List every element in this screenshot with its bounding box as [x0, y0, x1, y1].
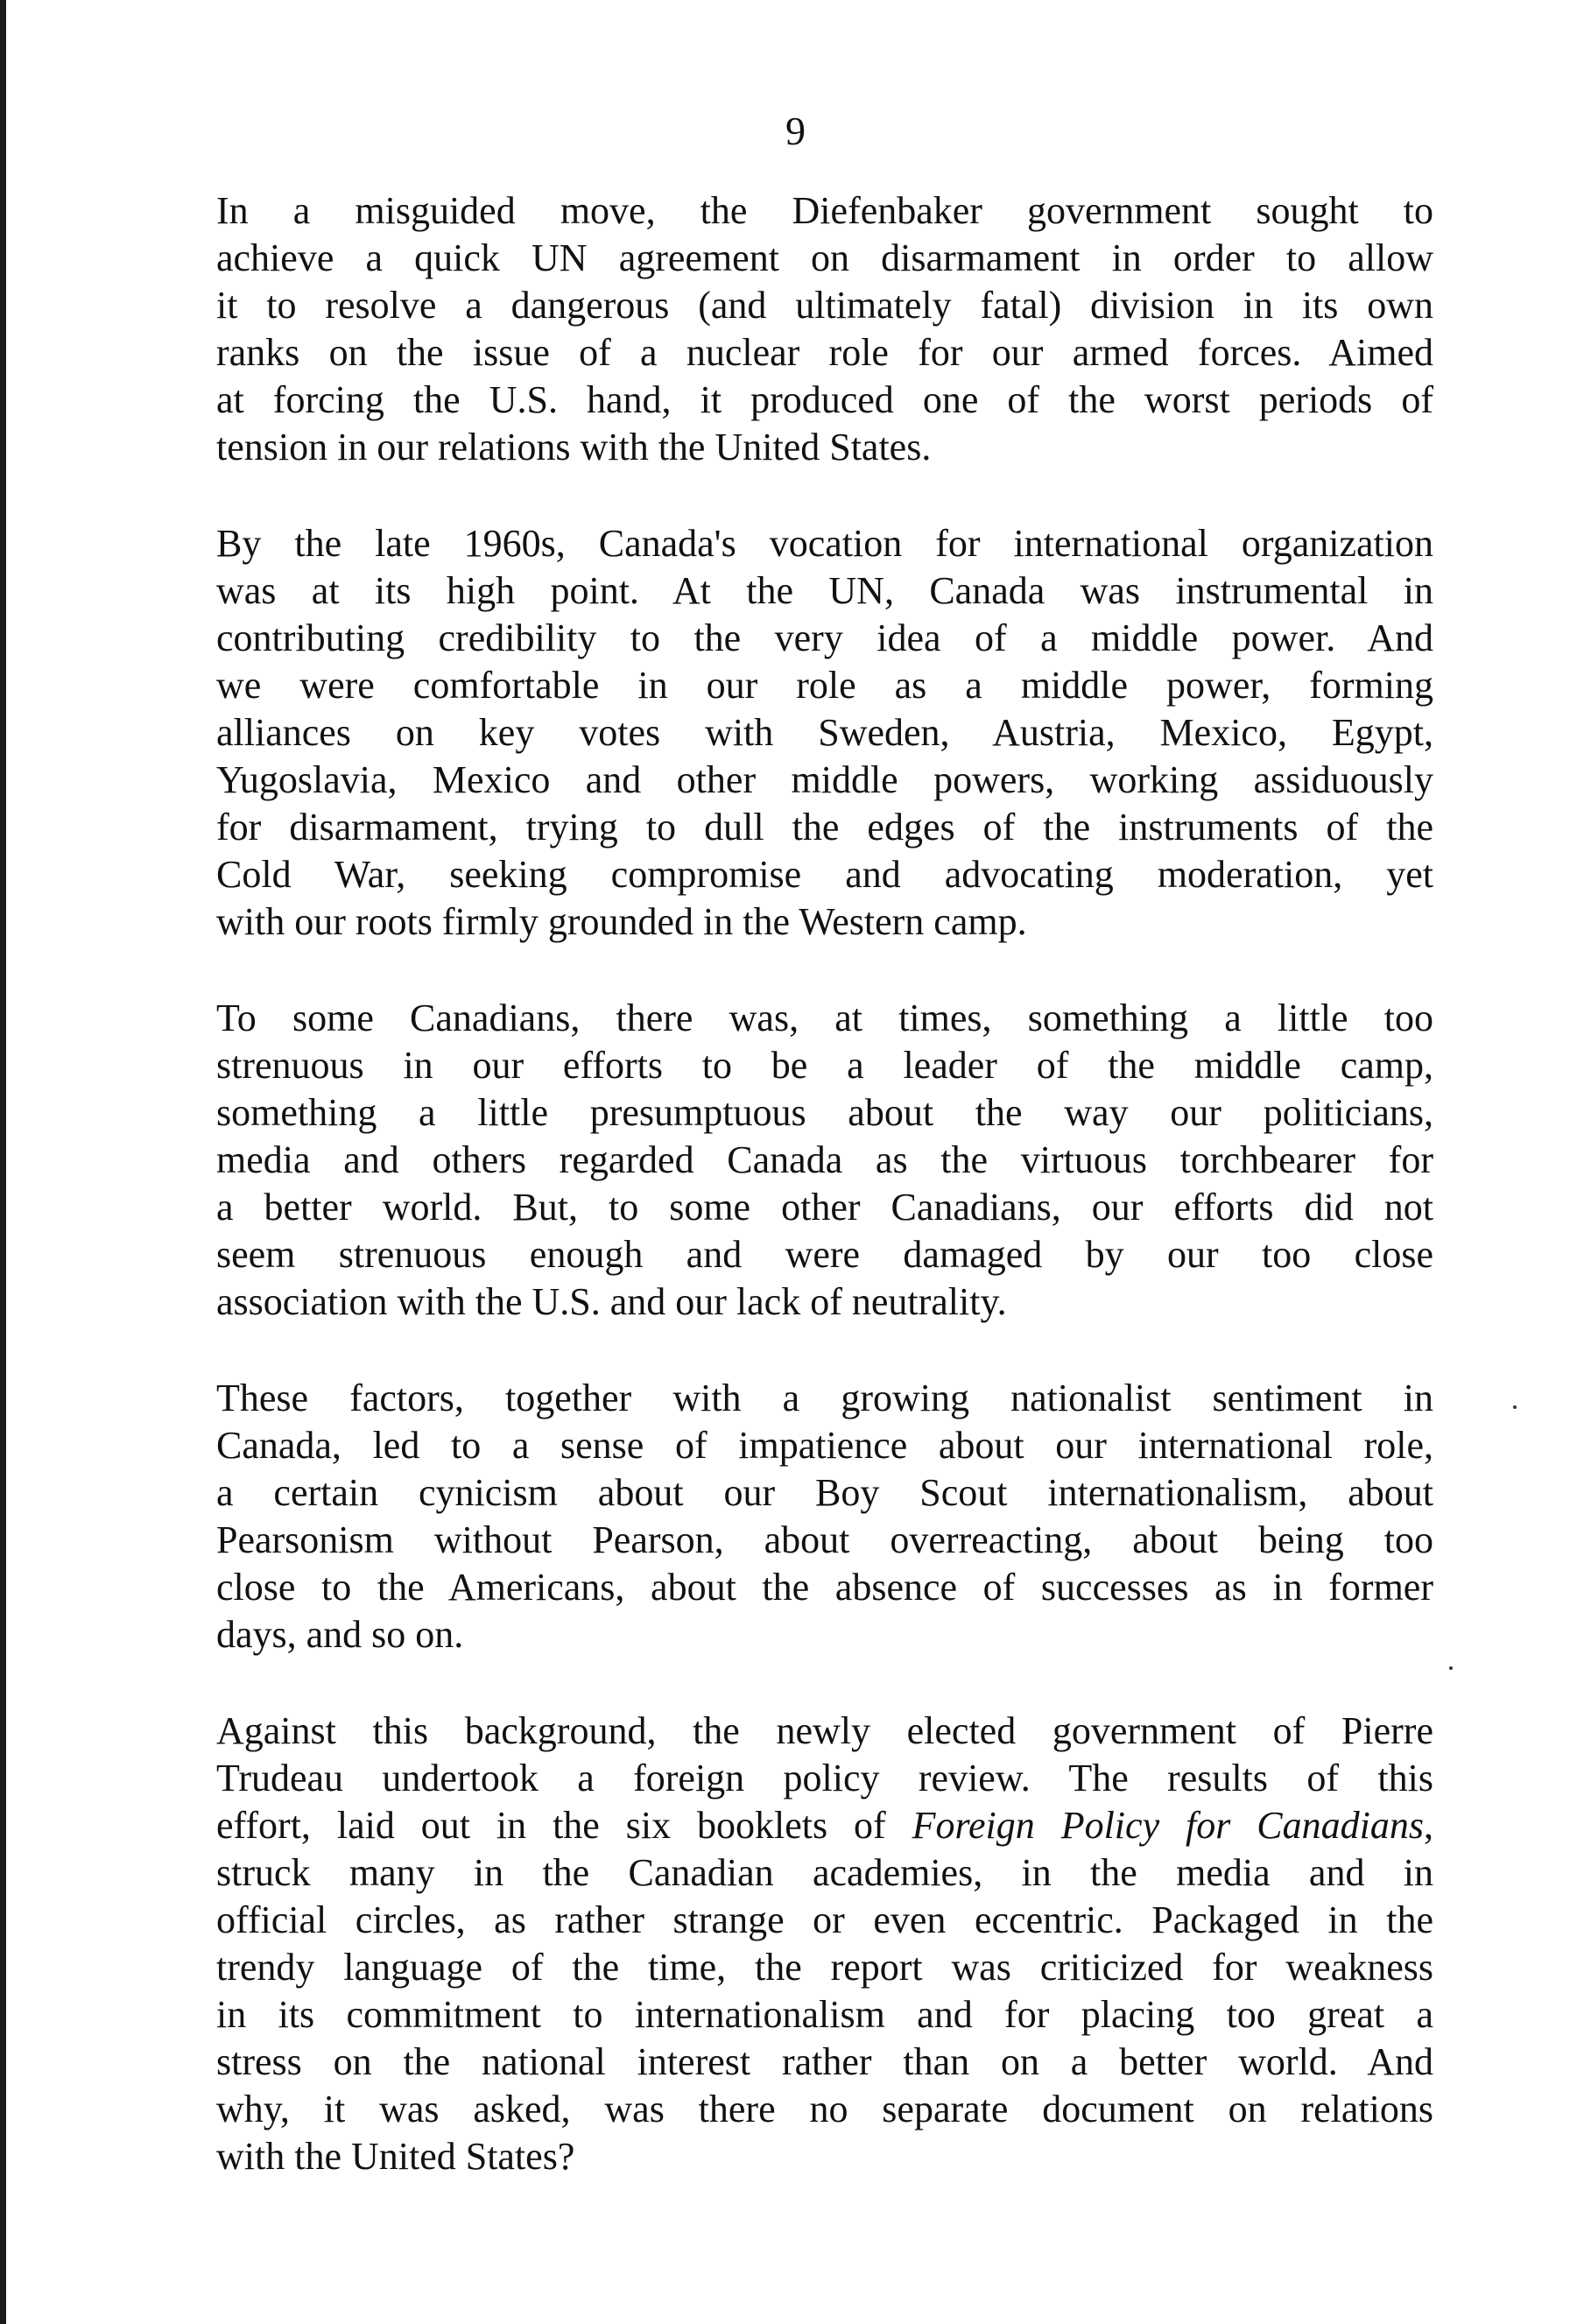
- text-line: Trudeau undertook a foreign policy review. The results of this: [216, 1757, 1433, 1799]
- text-line: was at its high point. At the UN, Canada was instrumental in: [216, 569, 1433, 612]
- text-segment: effort, laid out in the six booklets of: [216, 1804, 912, 1847]
- text-line: Canada, led to a sense of impatience about our international role,: [216, 1424, 1433, 1467]
- text-line: achieve a quick UN agreement on disarmament in order to allow: [216, 236, 1433, 279]
- paragraph-2: [216, 520, 1433, 946]
- paragraph-3: [216, 995, 1433, 1326]
- text-line: struck many in the Canadian academies, in the media and in: [216, 1851, 1433, 1894]
- page-left-edge: [0, 0, 6, 2324]
- text-line: alliances on key votes with Sweden, Austria, Mexico, Egypt,: [216, 711, 1433, 754]
- text-line: By the late 1960s, Canada's vocation for international organization: [216, 522, 1433, 565]
- text-line: for disarmament, trying to dull the edges of the instruments of the: [216, 806, 1433, 849]
- text-line: Yugoslavia, Mexico and other middle powers, working assiduously: [216, 758, 1433, 801]
- text-line: a better world. But, to some other Canadians, our efforts did not: [216, 1186, 1433, 1229]
- text-line: ranks on the issue of a nuclear role for our armed forces. Aimed: [216, 331, 1433, 374]
- text-line: Pearsonism without Pearson, about overreacting, about being too: [216, 1518, 1433, 1561]
- text-line: something a little presumptuous about the way our politicians,: [216, 1091, 1433, 1134]
- paragraph-5: [216, 1708, 1433, 2180]
- text-line: Cold War, seeking compromise and advocating moderation, yet: [216, 853, 1433, 896]
- text-line: with our roots firmly grounded in the Western camp.: [216, 900, 1027, 943]
- document-body: [216, 187, 1433, 2229]
- scan-speck: [1513, 1405, 1517, 1409]
- text-line: at forcing the U.S. hand, it produced one of the worst periods of: [216, 378, 1433, 421]
- text-line: close to the Americans, about the absence of successes as in former: [216, 1566, 1433, 1609]
- text-line: official circles, as rather strange or even eccentric. Packaged in the: [216, 1898, 1433, 1941]
- text-segment: ,: [1424, 1804, 1433, 1847]
- text-line: contributing credibility to the very idea of a middle power. And: [216, 616, 1433, 659]
- text-line: tension in our relations with the United States.: [216, 426, 932, 468]
- text-line: with the United States?: [216, 2135, 575, 2178]
- text-line: To some Canadians, there was, at times, something a little too: [216, 997, 1433, 1039]
- text-line: stress on the national interest rather than on a better world. And: [216, 2040, 1433, 2083]
- text-line: association with the U.S. and our lack of neutrality.: [216, 1280, 1007, 1323]
- paragraph-4: [216, 1375, 1433, 1658]
- text-line: in its commitment to internationalism and for placing too great a: [216, 1993, 1433, 2036]
- text-line: In a misguided move, the Diefenbaker government sought to: [216, 189, 1433, 232]
- text-line: trendy language of the time, the report was criticized for weakness: [216, 1946, 1433, 1989]
- text-line: Against this background, the newly elected government of Pierre: [216, 1709, 1433, 1752]
- text-line: These factors, together with a growing nationalist sentiment in: [216, 1377, 1433, 1419]
- text-line: strenuous in our efforts to be a leader of the middle camp,: [216, 1044, 1433, 1087]
- paragraph-1: [216, 187, 1433, 471]
- page-number: 9: [785, 109, 806, 153]
- text-line: why, it was asked, was there no separate document on relations: [216, 2088, 1433, 2130]
- text-line: a certain cynicism about our Boy Scout internationalism, about: [216, 1471, 1433, 1514]
- text-line: media and others regarded Canada as the virtuous torchbearer for: [216, 1138, 1433, 1181]
- booklet-title: Foreign Policy for Canadians: [912, 1804, 1424, 1847]
- text-line: we were comfortable in our role as a middle power, forming: [216, 664, 1433, 707]
- text-line: seem strenuous enough and were damaged by our too close: [216, 1233, 1433, 1276]
- text-line: days, and so on.: [216, 1613, 464, 1656]
- scan-speck: [1449, 1666, 1453, 1670]
- text-line: it to resolve a dangerous (and ultimately fatal) division in its own: [216, 284, 1433, 327]
- text-line-with-title: [216, 1802, 1433, 1849]
